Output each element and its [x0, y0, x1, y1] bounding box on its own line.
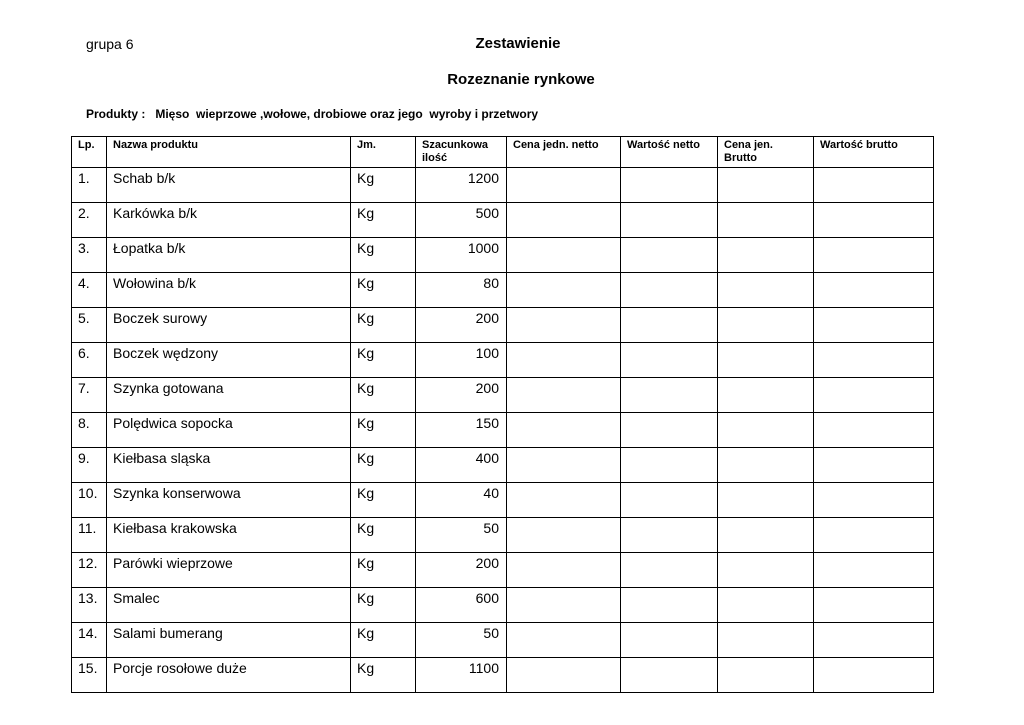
- cell-unit-price-net: [507, 273, 621, 308]
- cell-quantity: 150: [416, 413, 507, 448]
- cell-value-net: [621, 623, 718, 658]
- cell-quantity: 50: [416, 518, 507, 553]
- cell-quantity: 500: [416, 203, 507, 238]
- cell-unit-price-gross: [718, 343, 814, 378]
- cell-value-net: [621, 588, 718, 623]
- table-row: [72, 588, 934, 623]
- cell-lp: 2.: [72, 203, 107, 238]
- column-header-quantity: Szacunkowa ilość: [416, 137, 507, 168]
- cell-product-name: Szynka konserwowa: [107, 483, 351, 518]
- cell-value-net: [621, 658, 718, 693]
- cell-unit-price-gross: [718, 658, 814, 693]
- cell-unit: Kg: [351, 203, 416, 238]
- cell-value-net: [621, 168, 718, 203]
- table-row: [72, 308, 934, 343]
- cell-unit-price-gross: [718, 203, 814, 238]
- cell-product-name: Boczek wędzony: [107, 343, 351, 378]
- cell-unit-price-gross: [718, 588, 814, 623]
- cell-value-net: [621, 308, 718, 343]
- cell-quantity: 100: [416, 343, 507, 378]
- cell-unit-price-gross: [718, 238, 814, 273]
- cell-product-name: Kiełbasa krakowska: [107, 518, 351, 553]
- cell-value-net: [621, 343, 718, 378]
- cell-unit: Kg: [351, 483, 416, 518]
- cell-unit: Kg: [351, 168, 416, 203]
- cell-quantity: 80: [416, 273, 507, 308]
- table-row: [72, 623, 934, 658]
- cell-quantity: 1000: [416, 238, 507, 273]
- cell-unit-price-gross: [718, 378, 814, 413]
- cell-unit-price-gross: [718, 413, 814, 448]
- cell-unit-price-net: [507, 308, 621, 343]
- cell-value-net: [621, 203, 718, 238]
- cell-unit-price-gross: [718, 448, 814, 483]
- cell-unit-price-gross: [718, 518, 814, 553]
- cell-unit: Kg: [351, 518, 416, 553]
- cell-unit-price-gross: [718, 273, 814, 308]
- cell-quantity: 200: [416, 308, 507, 343]
- cell-product-name: Wołowina b/k: [107, 273, 351, 308]
- column-header-unit-price-net: Cena jedn. netto: [507, 137, 621, 168]
- cell-quantity: 50: [416, 623, 507, 658]
- cell-value-net: [621, 448, 718, 483]
- cell-quantity: 600: [416, 588, 507, 623]
- table-row: [72, 483, 934, 518]
- table-header-row: [72, 137, 934, 168]
- cell-unit-price-net: [507, 413, 621, 448]
- cell-value-gross: [814, 658, 934, 693]
- cell-product-name: Smalec: [107, 588, 351, 623]
- cell-unit-price-gross: [718, 553, 814, 588]
- cell-lp: 6.: [72, 343, 107, 378]
- table-row: [72, 203, 934, 238]
- cell-lp: 4.: [72, 273, 107, 308]
- cell-quantity: 200: [416, 378, 507, 413]
- table-row: [72, 168, 934, 203]
- cell-lp: 5.: [72, 308, 107, 343]
- cell-unit: Kg: [351, 553, 416, 588]
- cell-value-net: [621, 273, 718, 308]
- cell-value-gross: [814, 483, 934, 518]
- cell-product-name: Salami bumerang: [107, 623, 351, 658]
- cell-unit-price-net: [507, 168, 621, 203]
- price-table: [71, 136, 934, 693]
- cell-unit-price-net: [507, 588, 621, 623]
- cell-value-net: [621, 518, 718, 553]
- cell-value-gross: [814, 623, 934, 658]
- cell-quantity: 200: [416, 553, 507, 588]
- cell-quantity: 40: [416, 483, 507, 518]
- cell-value-net: [621, 413, 718, 448]
- cell-unit: Kg: [351, 343, 416, 378]
- table-row: [72, 553, 934, 588]
- table-row: [72, 448, 934, 483]
- cell-unit-price-net: [507, 238, 621, 273]
- cell-quantity: 1100: [416, 658, 507, 693]
- cell-value-gross: [814, 273, 934, 308]
- table-row: [72, 273, 934, 308]
- cell-value-gross: [814, 518, 934, 553]
- cell-lp: 15.: [72, 658, 107, 693]
- table-row: [72, 378, 934, 413]
- column-header-product-name: Nazwa produktu: [107, 137, 351, 168]
- cell-unit-price-net: [507, 378, 621, 413]
- cell-unit-price-gross: [718, 483, 814, 518]
- cell-lp: 7.: [72, 378, 107, 413]
- table-row: [72, 518, 934, 553]
- cell-value-gross: [814, 203, 934, 238]
- cell-value-net: [621, 483, 718, 518]
- cell-lp: 13.: [72, 588, 107, 623]
- column-header-unit: Jm.: [351, 137, 416, 168]
- cell-lp: 3.: [72, 238, 107, 273]
- table-row: [72, 343, 934, 378]
- cell-unit: Kg: [351, 238, 416, 273]
- column-header-value-net: Wartość netto: [621, 137, 718, 168]
- table-row: [72, 658, 934, 693]
- cell-quantity: 1200: [416, 168, 507, 203]
- cell-lp: 8.: [72, 413, 107, 448]
- cell-value-gross: [814, 588, 934, 623]
- cell-unit-price-net: [507, 518, 621, 553]
- cell-unit-price-gross: [718, 168, 814, 203]
- cell-quantity: 400: [416, 448, 507, 483]
- cell-lp: 12.: [72, 553, 107, 588]
- cell-value-gross: [814, 343, 934, 378]
- cell-value-net: [621, 553, 718, 588]
- cell-value-gross: [814, 448, 934, 483]
- cell-unit: Kg: [351, 658, 416, 693]
- page-subtitle: Rozeznanie rynkowe: [447, 71, 595, 88]
- group-label: grupa 6: [86, 36, 134, 52]
- cell-product-name: Karkówka b/k: [107, 203, 351, 238]
- cell-lp: 10.: [72, 483, 107, 518]
- cell-unit-price-net: [507, 203, 621, 238]
- table-row: [72, 413, 934, 448]
- cell-value-net: [621, 378, 718, 413]
- cell-value-net: [621, 238, 718, 273]
- cell-unit-price-gross: [718, 623, 814, 658]
- cell-unit-price-net: [507, 483, 621, 518]
- cell-lp: 14.: [72, 623, 107, 658]
- cell-unit: Kg: [351, 588, 416, 623]
- column-header-unit-price-gross: Cena jen. Brutto: [718, 137, 814, 168]
- cell-product-name: Polędwica sopocka: [107, 413, 351, 448]
- cell-unit: Kg: [351, 273, 416, 308]
- column-header-value-gross: Wartość brutto: [814, 137, 934, 168]
- cell-product-name: Boczek surowy: [107, 308, 351, 343]
- cell-lp: 1.: [72, 168, 107, 203]
- cell-product-name: Łopatka b/k: [107, 238, 351, 273]
- column-header-lp: Lp.: [72, 137, 107, 168]
- cell-value-gross: [814, 238, 934, 273]
- cell-unit-price-net: [507, 343, 621, 378]
- cell-product-name: Parówki wieprzowe: [107, 553, 351, 588]
- page-title: Zestawienie: [475, 35, 561, 52]
- cell-product-name: Porcje rosołowe duże: [107, 658, 351, 693]
- cell-unit: Kg: [351, 308, 416, 343]
- cell-lp: 9.: [72, 448, 107, 483]
- cell-product-name: Schab b/k: [107, 168, 351, 203]
- cell-product-name: Kiełbasa sląska: [107, 448, 351, 483]
- cell-value-gross: [814, 413, 934, 448]
- table-row: [72, 238, 934, 273]
- cell-unit-price-gross: [718, 308, 814, 343]
- cell-unit: Kg: [351, 448, 416, 483]
- cell-value-gross: [814, 378, 934, 413]
- cell-unit-price-net: [507, 448, 621, 483]
- cell-unit-price-net: [507, 553, 621, 588]
- cell-value-gross: [814, 168, 934, 203]
- cell-unit: Kg: [351, 413, 416, 448]
- cell-lp: 11.: [72, 518, 107, 553]
- cell-unit-price-net: [507, 623, 621, 658]
- cell-value-gross: [814, 553, 934, 588]
- cell-value-gross: [814, 308, 934, 343]
- cell-unit-price-net: [507, 658, 621, 693]
- cell-unit: Kg: [351, 378, 416, 413]
- cell-unit: Kg: [351, 623, 416, 658]
- products-description: Produkty : Mięso wieprzowe ,wołowe, drobiowe oraz jego wyroby i przetwory: [86, 107, 539, 121]
- cell-product-name: Szynka gotowana: [107, 378, 351, 413]
